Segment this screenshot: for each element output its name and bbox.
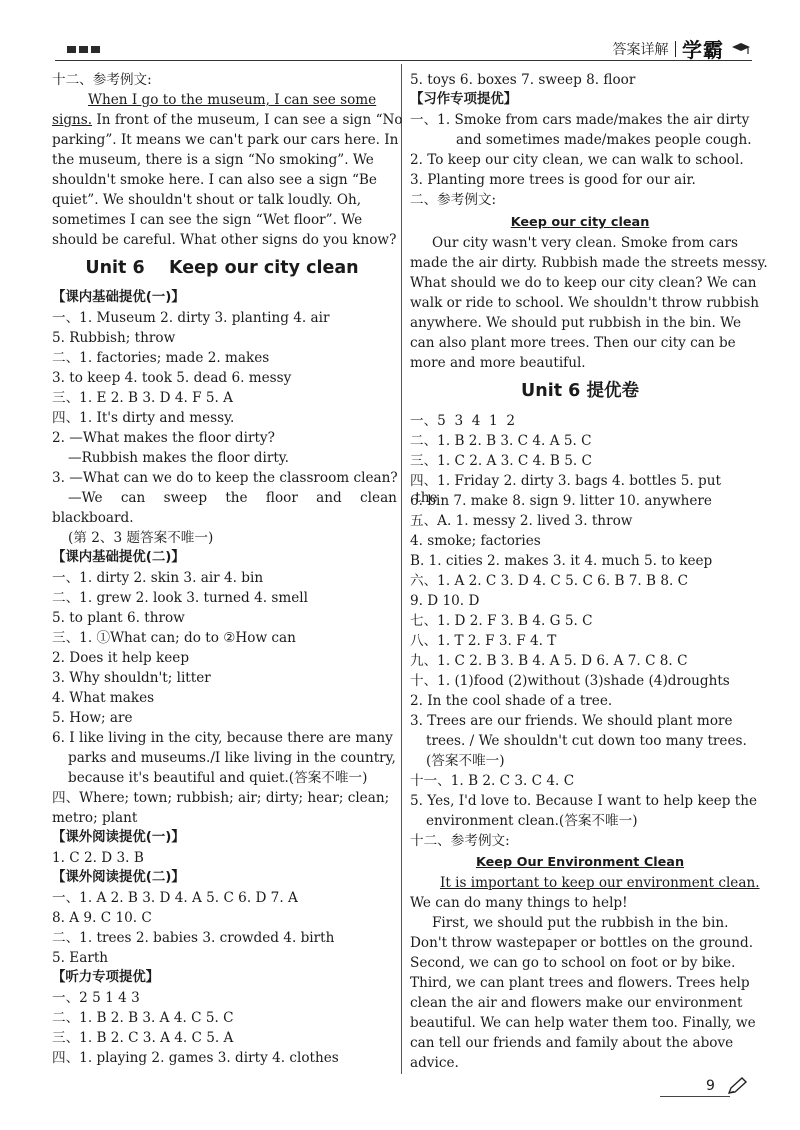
answer-line: 2. Does it help keep [52, 650, 190, 666]
essay-line: We can do many things to help! [410, 895, 628, 911]
section-heading: 【课内基础提优(二)】 [52, 550, 185, 565]
essay-line: made the air dirty. Rubbish made the streets messy. [410, 255, 768, 271]
answer-line: 5. Rubbish; throw [52, 330, 176, 346]
essay-line: beautiful. We can help water them too. Finally, we [410, 1015, 756, 1031]
answer-line: and sometimes made/makes people cough. [456, 132, 752, 148]
page-header [55, 28, 752, 62]
graduation-cap-icon [730, 42, 752, 56]
answer-line: 一、1. Smoke from cars made/makes the air dirty [410, 112, 750, 128]
answer-line: 四、Where; town; rubbish; air; dirty; hear; clean; [52, 790, 390, 806]
answer-line: 八、1. T 2. F 3. F 4. T [410, 633, 557, 649]
answer-line: B. 1. cities 2. makes 3. it 4. much 5. to keep [410, 553, 713, 569]
essay-line: parking”. It means we can't park our cars here. In [52, 132, 399, 148]
essay-line: shouldn't smoke here. I can also see a sign “Be [52, 172, 377, 188]
essay-line: quiet”. We shouldn't shout or talk loudly. Oh, [52, 192, 362, 208]
essay-fragment: signs. [52, 112, 93, 128]
answer-line: 1. C 2. D 3. B [52, 850, 144, 866]
section-heading: 【习作专项提优】 [410, 92, 518, 107]
answer-line: 5. toys 6. boxes 7. sweep 8. floor [410, 72, 636, 88]
essay-line: sometimes I can see the sign “Wet floor”. We [52, 212, 363, 228]
section-heading: 【课外阅读提优(二)】 [52, 870, 185, 885]
answer-line: blackboard. [52, 510, 134, 526]
essay-line: When I go to the museum, I can see some [88, 92, 377, 108]
answer-line: 二、1. factories; made 2. makes [52, 350, 270, 366]
essay-line: should be careful. What other signs do you know? [52, 232, 397, 248]
answer-line: 一、5 3 4 1 2 [410, 413, 515, 429]
answer-line: 3. —What can we do to keep the classroom clean? [52, 470, 398, 486]
essay-line: clean the air and flowers make our environment [410, 995, 743, 1011]
right-column [410, 70, 768, 1073]
answer-line: 9. D 10. D [410, 593, 480, 609]
answer-line: 4. smoke; factories [410, 533, 541, 549]
essay-line: Third, we can plant trees and flowers. Trees help [410, 975, 750, 991]
answer-line: 6. I like living in the city, because there are many [52, 730, 393, 746]
essay-line: the museum, there is a sign “No smoking”. We [52, 152, 374, 168]
answer-line: 5. How; are [52, 710, 133, 726]
answer-line: because it's beautiful and quiet.(答案不唯一) [68, 770, 368, 786]
header-rule [55, 60, 752, 61]
answer-line: 2. To keep our city clean, we can walk to school. [410, 152, 744, 168]
page-number: 9 [706, 1078, 715, 1094]
answer-line: 3. to keep 4. took 5. dead 6. messy [52, 370, 292, 386]
answer-line: 一、1. Museum 2. dirty 3. planting 4. air [52, 310, 330, 326]
answer-line: 四、1. It's dirty and messy. [52, 410, 235, 426]
answer-line: trees. / We shouldn't cut down too many trees. [426, 733, 747, 749]
answer-line: 十、1. (1)food (2)without (3)shade (4)droughts [410, 673, 730, 689]
unit-title: Unit 6 Keep our city clean [85, 258, 359, 278]
answer-line: 3. Trees are our friends. We should plant more [410, 713, 733, 729]
answer-note: (第 2、3 题答案不唯一) [68, 530, 214, 546]
section-heading: 【课外阅读提优(一)】 [52, 830, 185, 845]
section-heading: 【课内基础提优(一)】 [52, 290, 185, 305]
answer-line: 二、1. trees 2. babies 3. crowded 4. birth [52, 930, 335, 946]
answer-line: 3. Planting more trees is good for our air. [410, 172, 696, 188]
essay-line: can also plant more trees. Then our city can be [410, 335, 736, 351]
brand-logo-text: 学霸 [682, 38, 724, 62]
answer-line: 三、1. E 2. B 3. D 4. F 5. A [52, 390, 233, 406]
answer-line: parks and museums./I like living in the country, [68, 750, 396, 766]
essay-line: more and more beautiful. [410, 355, 586, 371]
answer-line: environment clean.(答案不唯一) [426, 813, 638, 829]
section-heading: 十二、参考例文: [52, 72, 152, 88]
pencil-icon [726, 1076, 748, 1096]
answer-note: (答案不唯一) [426, 753, 505, 769]
answer-line: 七、1. D 2. F 3. B 4. G 5. C [410, 613, 593, 629]
answer-line: 二、1. B 2. B 3. C 4. A 5. C [410, 433, 592, 449]
answer-line: 三、1. ①What can; do to ②How can [52, 630, 296, 646]
header-squares [67, 46, 100, 53]
answer-line: —We can sweep the floor and clean the [68, 490, 438, 506]
essay-line: Our city wasn't very clean. Smoke from cars [432, 235, 738, 251]
essay-line: Don't throw wastepaper or bottles on the ground. [410, 935, 754, 951]
answer-line: 5. Yes, I'd love to. Because I want to help keep the [410, 793, 758, 809]
essay-line: advice. [410, 1055, 459, 1071]
answer-line: 九、1. C 2. B 3. B 4. A 5. D 6. A 7. C 8. C [410, 653, 688, 669]
answer-line: metro; plant [52, 810, 138, 826]
answer-line: 四、1. playing 2. games 3. dirty 4. clothes [52, 1050, 339, 1066]
header-brand-area [613, 34, 753, 63]
answer-line: 一、2 5 1 4 3 [52, 990, 140, 1006]
essay-line [52, 110, 403, 130]
answer-line: 4. What makes [52, 690, 155, 706]
section-heading: 十二、参考例文: [410, 833, 510, 849]
answer-line: 四、1. Friday 2. dirty 3. bags 4. bottles 5. put [410, 473, 721, 489]
header-separator [675, 41, 677, 57]
answer-line: 十一、1. B 2. C 3. C 4. C [410, 773, 575, 789]
essay-title: Keep our city clean [510, 215, 650, 230]
answer-line: 5. Earth [52, 950, 109, 966]
answer-line: 一、1. A 2. B 3. D 4. A 5. C 6. D 7. A [52, 890, 298, 906]
header-label: 答案详解 [612, 41, 669, 58]
answer-line: 五、A. 1. messy 2. lived 3. throw [410, 513, 633, 529]
essay-line: What should we do to keep our city clean? We can [410, 275, 757, 291]
answer-line: 二、1. grew 2. look 3. turned 4. smell [52, 590, 308, 606]
answer-line: 六、1. A 2. C 3. D 4. C 5. C 6. B 7. B 8. C [410, 573, 689, 589]
essay-line: anywhere. We should put rubbish in the bin. We [410, 315, 742, 331]
answer-line: 5. to plant 6. throw [52, 610, 185, 626]
essay-line: Second, we can go to school on foot or by bike. [410, 955, 736, 971]
essay-line: It is important to keep our environment clean. [440, 875, 760, 891]
answer-line: 6. bin 7. make 8. sign 9. litter 10. anywhere [410, 493, 712, 509]
answer-line: 3. Why shouldn't; litter [52, 670, 211, 686]
essay-fragment: In front of the museum, I can see a sign “No [92, 112, 403, 128]
answer-line: —Rubbish makes the floor dirty. [68, 450, 290, 466]
column-divider [401, 64, 402, 1074]
footer-rule [660, 1096, 730, 1097]
answer-line: 一、1. dirty 2. skin 3. air 4. bin [52, 570, 264, 586]
left-column [52, 70, 438, 1068]
essay-line: can tell our friends and family about the above [410, 1035, 734, 1051]
answer-line: 2. —What makes the floor dirty? [52, 430, 275, 446]
answer-line: 2. In the cool shade of a tree. [410, 693, 613, 709]
essay-line: walk or ride to school. We shouldn't throw rubbish [410, 295, 760, 311]
essay-line: First, we should put the rubbish in the bin. [432, 915, 729, 931]
section-heading: 二、参考例文: [410, 192, 497, 208]
answer-line: 三、1. B 2. C 3. A 4. C 5. A [52, 1030, 234, 1046]
essay-title: Keep Our Environment Clean [475, 855, 685, 870]
answer-line: 二、1. B 2. B 3. A 4. C 5. C [52, 1010, 234, 1026]
unit-title: Unit 6 提优卷 [521, 381, 639, 401]
answer-line: 三、1. C 2. A 3. C 4. B 5. C [410, 453, 592, 469]
answer-line: 8. A 9. C 10. C [52, 910, 152, 926]
section-heading: 【听力专项提优】 [52, 970, 160, 985]
